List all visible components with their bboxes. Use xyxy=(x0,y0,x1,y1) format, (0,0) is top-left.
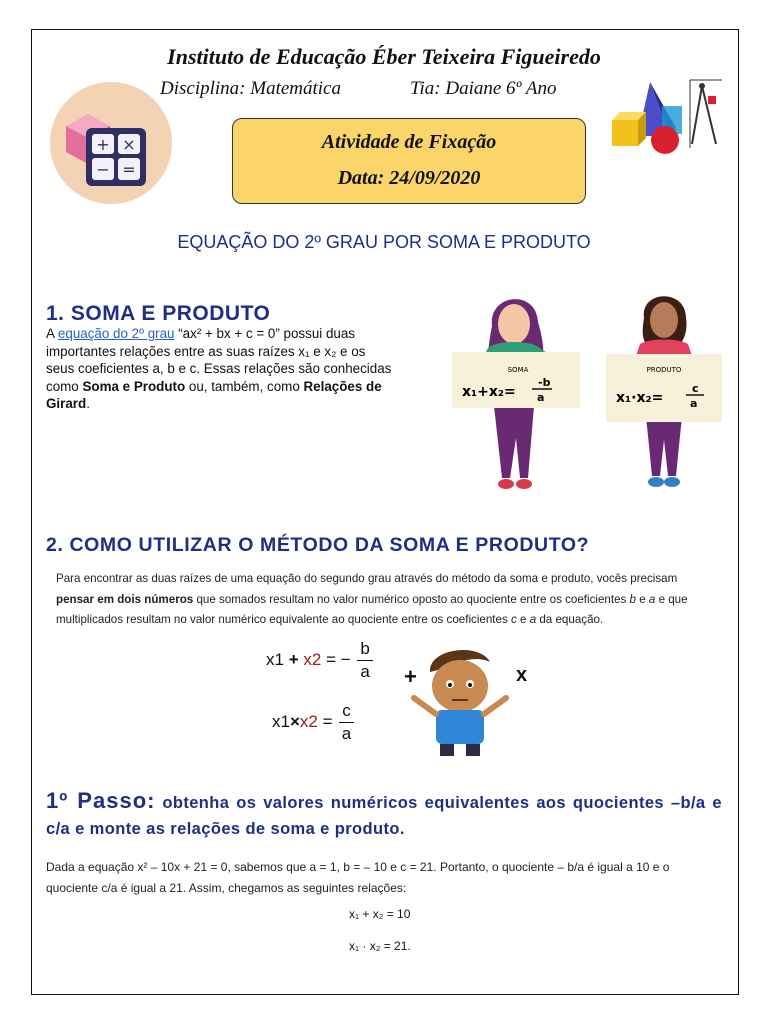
equation-link[interactable]: equação do 2º grau xyxy=(57,326,175,341)
activity-date: Data: 24/09/2020 xyxy=(337,167,481,189)
plus-sign: + xyxy=(404,664,417,689)
woman-sum-illustration xyxy=(448,288,584,498)
sum-relation: x₁ + x₂ = 10 xyxy=(349,907,411,921)
sign-left-formula: x₁+x₂= xyxy=(462,384,516,400)
text-run: A xyxy=(46,326,58,341)
plus-operator: + xyxy=(288,649,299,669)
step1-paragraph: Dada a equação x² – 10x + 21 = 0, sabemos que a = 1, b = – 10 e c = 21. Portanto, o quociente – b/a é igual a 10 e o quociente c/a é igual a 21. Assim, chegamos as seguintes relações: xyxy=(46,860,670,895)
sign-right-formula: x₁·x₂= xyxy=(616,390,664,406)
fraction-numerator: c xyxy=(339,700,354,723)
section2-heading: 2. COMO UTILIZAR O MÉTODO DA SOMA E PRODUTO? xyxy=(46,534,590,556)
sign-right-title: PRODUTO xyxy=(646,366,682,374)
fraction-denominator: a xyxy=(341,724,352,743)
variable: a xyxy=(529,613,537,626)
school-name: Instituto de Educação Éber Teixeira Figueiredo xyxy=(167,44,601,69)
section1-heading: 1. SOMA E PRODUTO xyxy=(46,302,271,325)
calculator-icon xyxy=(48,80,174,206)
sum-formula xyxy=(266,638,373,683)
sum-fraction xyxy=(357,638,372,683)
geometry-shapes-icon xyxy=(610,76,726,158)
x1-term: x1 xyxy=(266,649,284,669)
subject-label: Disciplina: Matemática xyxy=(160,78,341,99)
svg-text:×: × xyxy=(122,135,136,154)
svg-text:+: + xyxy=(96,135,110,154)
x2-term: x2 xyxy=(303,649,322,669)
text-run: . xyxy=(86,396,90,411)
woman-product-illustration xyxy=(606,290,724,496)
text-run: Para encontrar as duas raízes de uma equação do segundo grau através do método da soma e produto, vocês precisam xyxy=(56,572,678,585)
step1-label: 1º Passo: xyxy=(46,788,156,813)
x1-term: x1 xyxy=(272,711,290,731)
svg-text:−: − xyxy=(96,160,110,179)
fraction-numerator: b xyxy=(357,638,372,661)
product-relation: x₁ · x₂ = 21. xyxy=(349,939,411,953)
activity-title: Atividade de Fixação xyxy=(321,131,497,153)
step1-text: obtenha os valores numéricos equivalentes aos quocientes –b/a e c/a e monte as relações de soma e produto. xyxy=(46,794,723,838)
activity-box xyxy=(232,118,586,204)
sign-left-title: SOMA xyxy=(507,366,529,374)
times-sign: x xyxy=(516,664,528,686)
sign-left-num: -b xyxy=(538,376,551,389)
sign-right-den: a xyxy=(690,397,698,410)
section2-paragraph xyxy=(56,569,716,631)
svg-text:=: = xyxy=(122,160,136,179)
product-formula xyxy=(272,700,354,745)
variable: c xyxy=(511,613,517,626)
sign-left-den: a xyxy=(537,391,545,404)
text-run: ou, também, como xyxy=(185,378,304,394)
bold-term: Soma e Produto xyxy=(82,378,186,394)
bold-term: Relações de Girard xyxy=(46,378,382,411)
page-title: EQUAÇÃO DO 2º GRAU POR SOMA E PRODUTO xyxy=(177,232,591,252)
variable: a xyxy=(648,592,656,606)
text-run: e xyxy=(636,592,649,606)
equals-operator: = xyxy=(322,711,333,731)
step1-heading xyxy=(46,788,722,842)
times-operator: × xyxy=(289,711,300,731)
bold-term: pensar em dois números xyxy=(56,592,194,606)
text-run: da equação. xyxy=(536,613,604,626)
boy-illustration xyxy=(408,640,512,758)
text-run: que somados resultam no valor numérico oposto ao quociente entre os coeficientes xyxy=(193,592,630,606)
x2-term: x2 xyxy=(299,711,318,731)
product-fraction xyxy=(339,700,354,745)
text-run: e xyxy=(516,613,530,626)
sign-right-num: c xyxy=(692,382,699,395)
variable: b xyxy=(629,592,636,606)
equals-operator: = − xyxy=(326,649,351,669)
fraction-denominator: a xyxy=(360,662,370,681)
text-run: e que multiplicados resultam no valor numérico equivalente ao quociente entre os coeficientes xyxy=(56,592,688,626)
text-run: “ax² + bx + c = 0” possui duas importantes relações entre as suas raízes x₁ e x₂ e os seus coeficientes a, b e c. Essas relações são conhecidas como xyxy=(46,326,392,394)
section1-paragraph xyxy=(46,325,396,413)
teacher-label: Tia: Daiane 6º Ano xyxy=(410,78,557,99)
